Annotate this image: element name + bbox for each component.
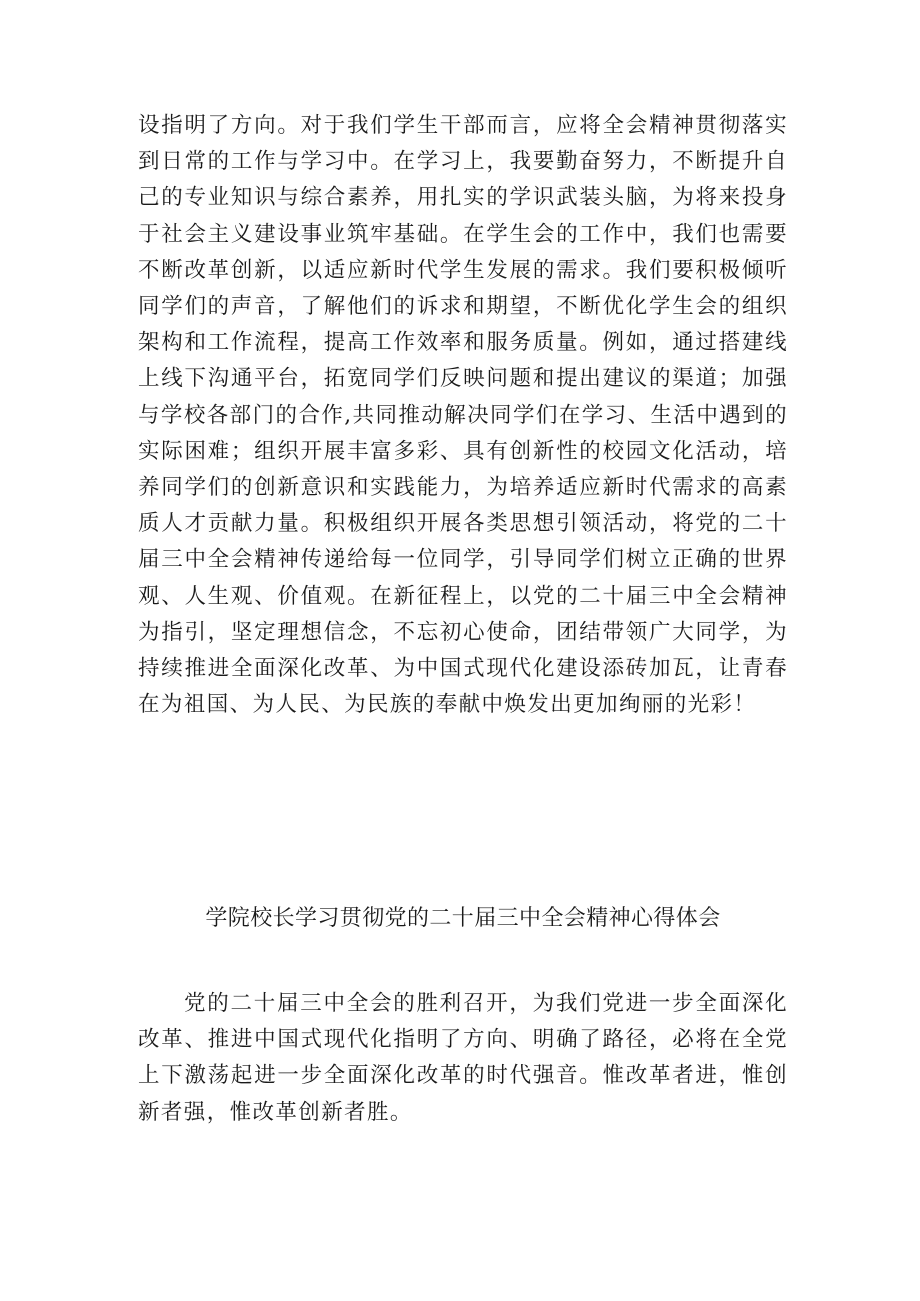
- body-paragraph: 设指明了方向。对于我们学生干部而言，应将全会精神贯彻落实到日常的工作与学习中。在学习上，我要勤奋努力，不断提升自己的专业知识与综合素养，用扎实的学识武装头脑，为将来投身于社会主义建设事业筑牢基础。在学生会的工作中，我们也需要不断改革创新，以适应新时代学生发展的需求。我们要积极倾听同学们的声音，了解他们的诉求和期望，不断优化学生会的组织架构和工作流程，提高工作效率和服务质量。例如，通过搭建线上线下沟通平台，拓宽同学们反映问题和提出建议的渠道；加强与学校各部门的合作,共同推动解决同学们在学习、生活中遇到的实际困难；组织开展丰富多彩、具有创新性的校园文化活动，培养同学们的创新意识和实践能力，为培养适应新时代需求的高素质人才贡献力量。积极组织开展各类思想引领活动，将党的二十届三中全会精神传递给每一位同学，引导同学们树立正确的世界观、人生观、价值观。在新征程上，以党的二十届三中全会精神为指引，坚定理想信念，不忘初心使命，团结带领广大同学，为持续推进全面深化改革、为中国式现代化建设添砖加瓦，让青春在为祖国、为人民、为民族的奉献中焕发出更加绚丽的光彩！: [138, 113, 788, 718]
- body-paragraph: 党的二十届三中全会的胜利召开，为我们党进一步全面深化改革、推进中国式现代化指明了方向、明确了路径，必将在全党上下激荡起进一步全面深化改革的时代强音。惟改革者进，惟创新者强，惟改革创新者胜。: [138, 991, 788, 1125]
- section-title: 学院校长学习贯彻党的二十届三中全会精神心得体会: [205, 906, 721, 931]
